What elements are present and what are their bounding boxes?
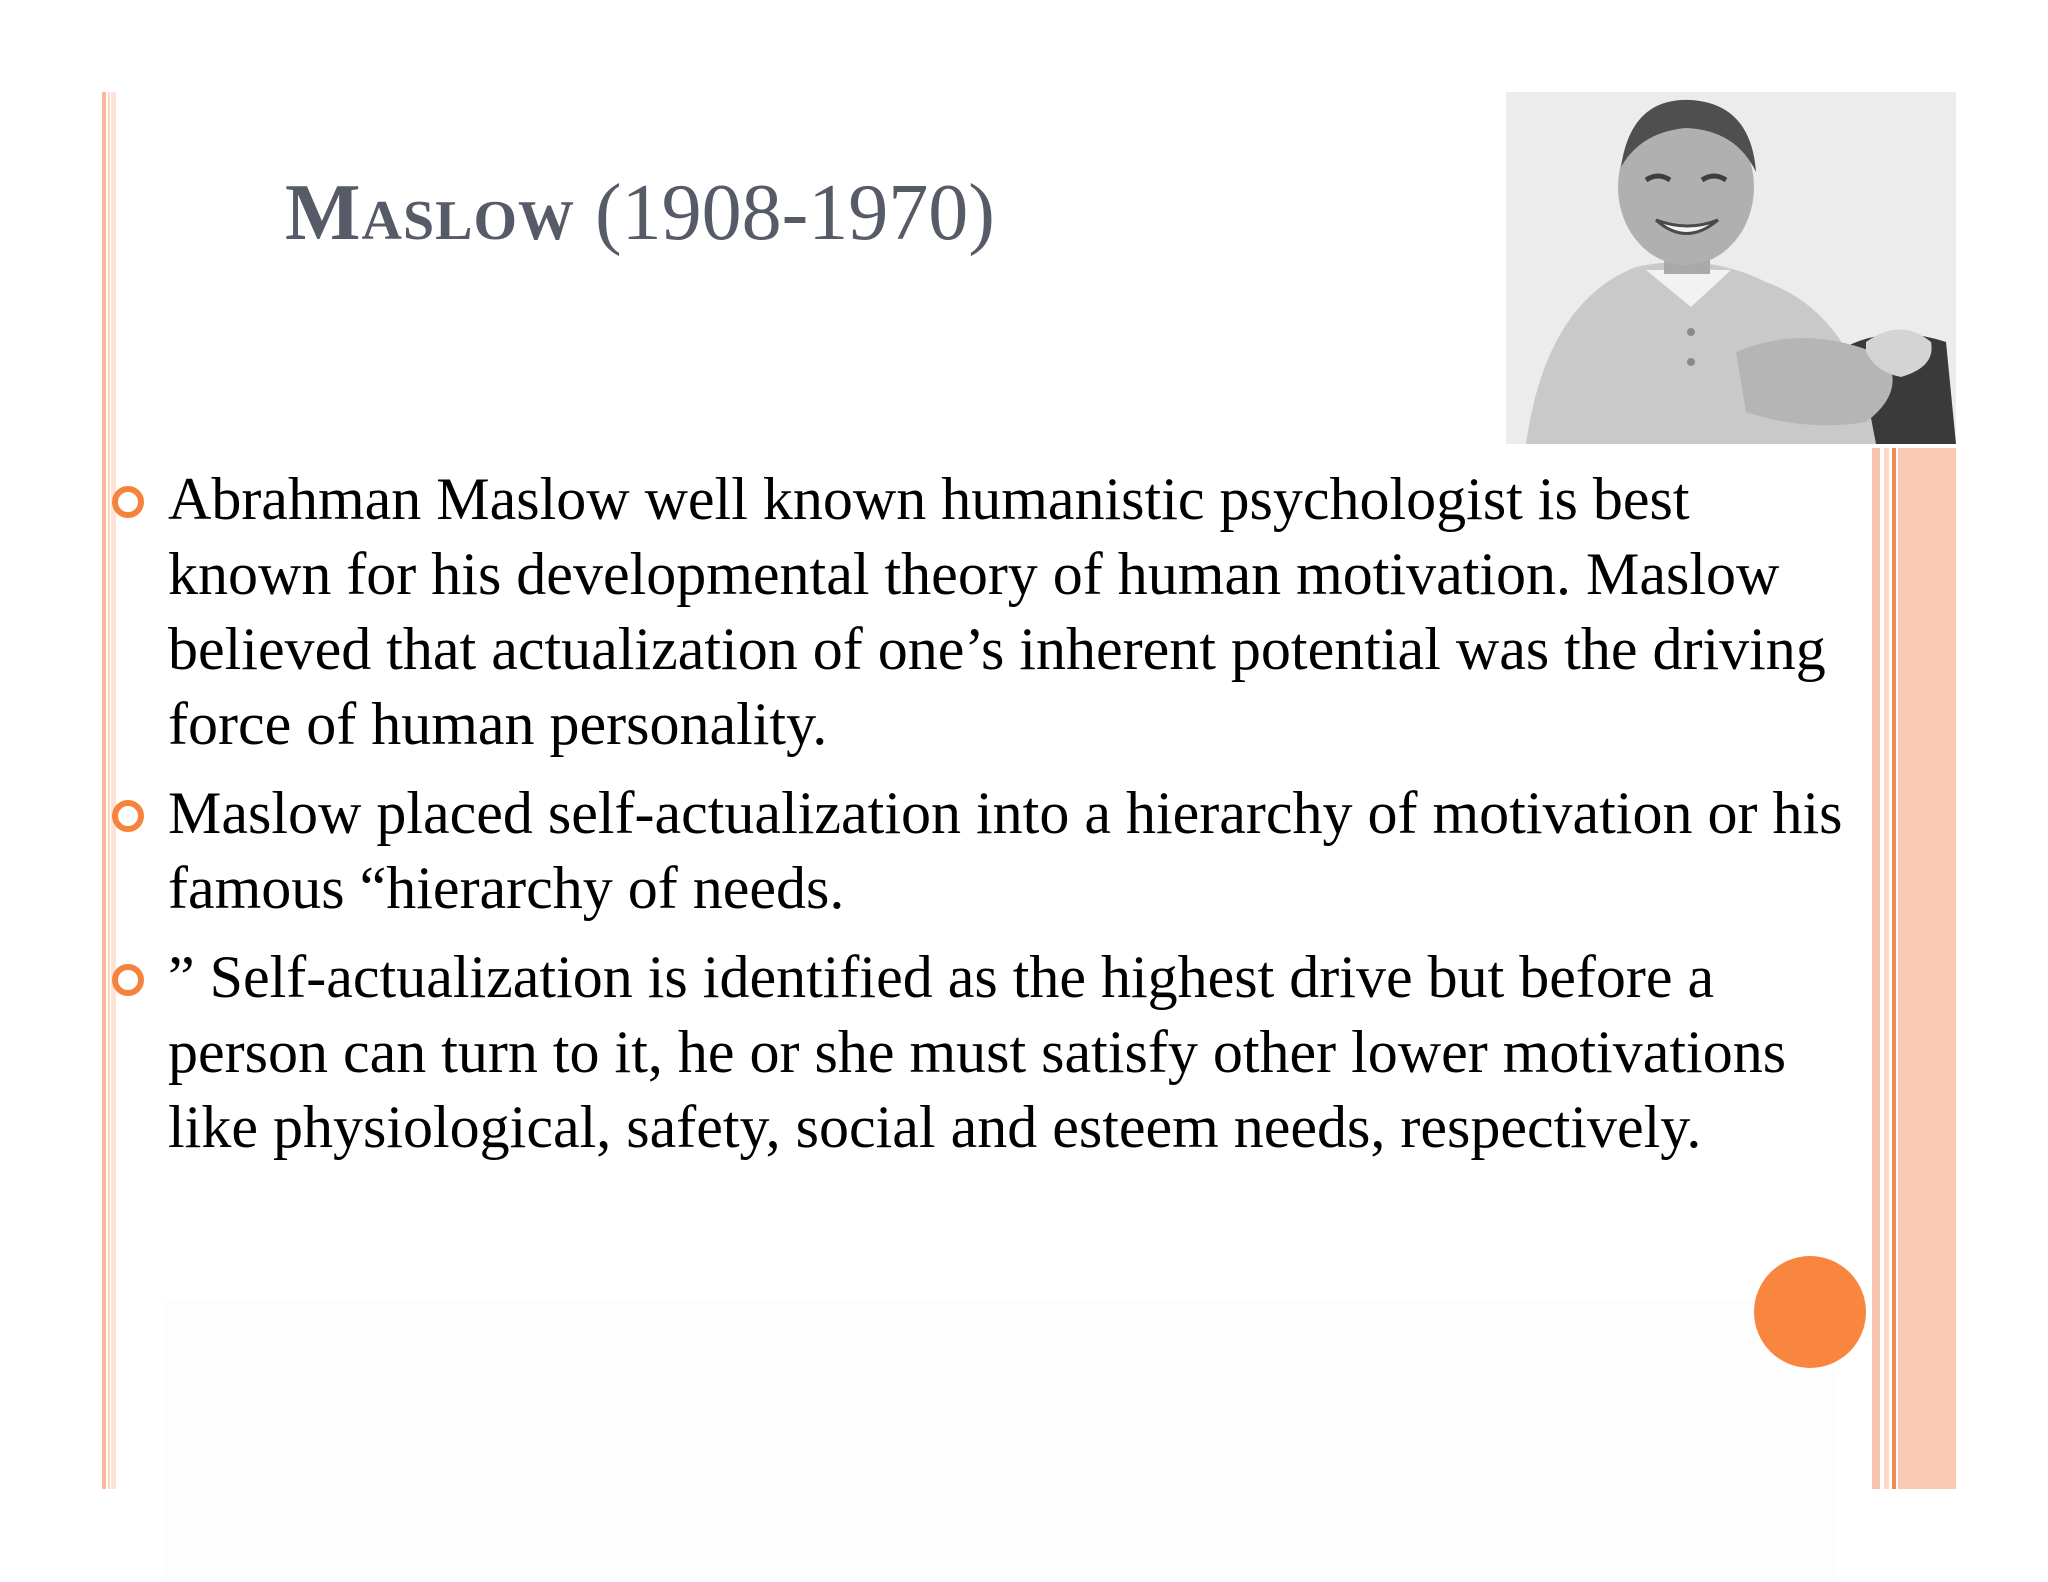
orange-circle-decoration: [1754, 1256, 1866, 1368]
title-years: (1908-1970): [595, 169, 995, 257]
title-name: Maslow: [285, 169, 576, 257]
bullet-text: Abrahman Maslow well known humanistic psychologist is best known for his developmental theory of human motivation. Maslow believed that actualization of one’s inherent potential was the driving force of human personality.: [168, 466, 1826, 757]
bullet-item: [112, 940, 1852, 1165]
slide-title: [285, 168, 995, 258]
ring-bullet-icon: [112, 964, 144, 996]
bullet-item: [112, 776, 1852, 926]
right-decorative-stripes: [1872, 448, 1956, 1489]
ring-bullet-icon: [112, 800, 144, 832]
bullet-text: ” Self-actualization is identified as the highest drive but before a person can turn to it, he or she must satisfy other lower motivations like physiological, safety, social and esteem needs, respectively.: [168, 944, 1787, 1160]
maslow-portrait-photo: [1506, 92, 1956, 444]
bullet-text: Maslow placed self-actualization into a hierarchy of motivation or his famous “hierarchy of needs.: [168, 780, 1843, 921]
content-panel-background: [162, 1300, 1834, 1582]
bullet-item: [112, 462, 1852, 762]
bullet-list: [112, 462, 1852, 1179]
ring-bullet-icon: [112, 486, 144, 518]
